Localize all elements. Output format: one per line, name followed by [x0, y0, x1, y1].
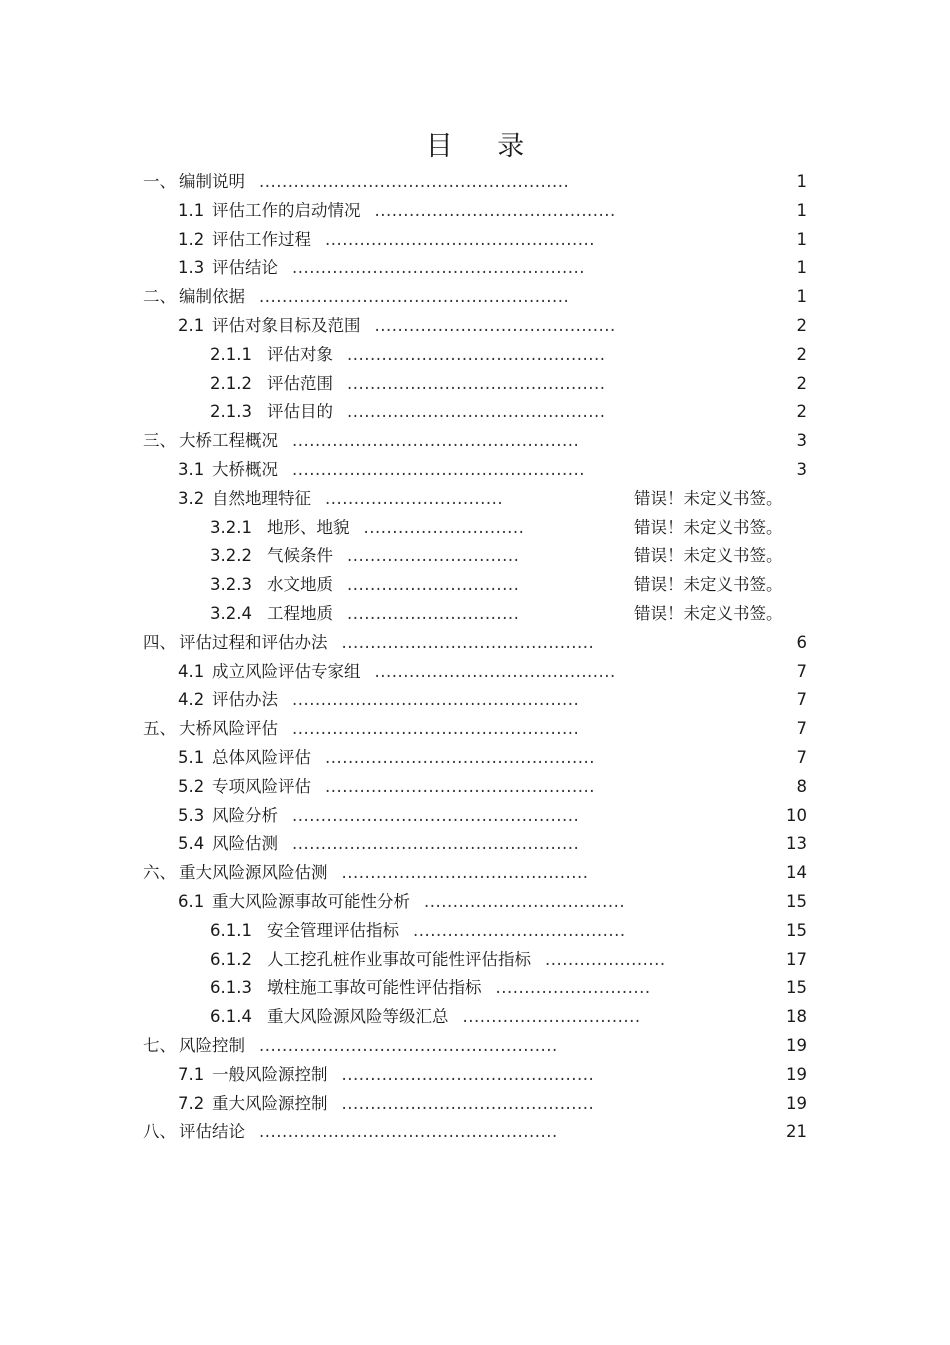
toc-entry-title: 重大风险源控制	[212, 1093, 328, 1113]
toc-entry[interactable]	[0, 658, 950, 687]
toc-entry-leader: .............................................	[347, 402, 606, 422]
toc-entry-title: 编制依据	[179, 287, 245, 307]
toc-entry-number: 六、	[143, 863, 176, 883]
toc-entry-title: 气候条件	[267, 546, 333, 566]
toc-entry-title: 评估工作过程	[212, 229, 311, 249]
toc-entry-title: 评估对象目标及范围	[212, 315, 361, 335]
toc-entry-number: 2.1	[178, 315, 205, 335]
toc-entry-page: 1	[796, 258, 807, 278]
toc-entry-leader: ............................................	[341, 1064, 595, 1084]
toc-entry-title: 评估过程和评估办法	[179, 632, 328, 652]
toc-entry-leader: ............................................	[341, 632, 595, 652]
toc-entry-leader: ...............................................	[325, 776, 596, 796]
toc-entry[interactable]	[0, 398, 950, 427]
toc-entry-title: 总体风险评估	[212, 747, 311, 767]
toc-entry-title: 地形、地貌	[267, 517, 350, 537]
toc-entry-leader: ...........................................	[341, 863, 589, 883]
table-of-contents	[0, 168, 950, 1147]
toc-entry-leader: ...................................................	[292, 258, 585, 278]
toc-entry[interactable]	[0, 1118, 950, 1147]
toc-entry-leader: ............................................	[341, 1093, 595, 1113]
toc-entry-number: 3.2.1	[210, 517, 252, 537]
toc-entry-number: 3.2.4	[210, 603, 252, 623]
toc-entry-number: 五、	[143, 719, 176, 739]
toc-entry-number: 6.1.3	[210, 978, 252, 998]
toc-entry-leader: ...........................	[495, 978, 651, 998]
toc-entry[interactable]	[0, 283, 950, 312]
toc-entry-number: 七、	[143, 1035, 176, 1055]
toc-entry-page: 15	[786, 891, 807, 911]
toc-entry[interactable]	[0, 830, 950, 859]
toc-entry-number: 1.1	[178, 200, 205, 220]
toc-entry-leader: ..................................................	[292, 834, 580, 854]
toc-entry-number: 1.2	[178, 229, 205, 249]
toc-entry-number: 四、	[143, 632, 176, 652]
toc-entry-page: 3	[796, 459, 807, 479]
toc-entry-title: 编制说明	[179, 172, 245, 191]
toc-entry-leader: ..........................................	[374, 315, 616, 335]
toc-entry[interactable]	[0, 312, 950, 341]
page-title: 目 录	[425, 131, 543, 162]
toc-entry-page: 21	[786, 1122, 807, 1142]
toc-entry[interactable]	[0, 1003, 950, 1032]
toc-entry[interactable]	[0, 168, 950, 197]
toc-entry-page: 17	[786, 949, 807, 969]
toc-entry-title: 重大风险源风险等级汇总	[267, 1007, 449, 1027]
toc-entry-leader: ....................................................	[259, 1122, 558, 1142]
toc-entry-number: 5.2	[178, 776, 205, 796]
toc-entry[interactable]	[0, 974, 950, 1003]
toc-entry-leader: ..................................................	[292, 431, 580, 451]
toc-entry[interactable]	[0, 254, 950, 283]
toc-entry[interactable]	[0, 1032, 950, 1061]
toc-entry-leader: ...............................	[325, 488, 504, 508]
toc-entry[interactable]	[0, 571, 950, 600]
toc-entry-number: 2.1.3	[210, 402, 252, 422]
toc-entry[interactable]	[0, 629, 950, 658]
toc-entry[interactable]	[0, 859, 950, 888]
toc-entry-page: 13	[786, 834, 807, 854]
toc-entry-leader: ..............................	[347, 546, 520, 566]
toc-entry[interactable]	[0, 686, 950, 715]
toc-entry-number: 3.2.2	[210, 546, 252, 566]
toc-entry-leader: ...................................................	[292, 459, 585, 479]
toc-entry-number: 3.2.3	[210, 575, 252, 595]
toc-entry-page: 1	[796, 229, 807, 249]
toc-entry-number: 5.3	[178, 805, 205, 825]
toc-entry-title: 风险分析	[212, 805, 278, 825]
toc-entry-title: 风险控制	[179, 1035, 245, 1055]
toc-entry-page: 19	[786, 1093, 807, 1113]
toc-entry-title: 评估结论	[179, 1122, 245, 1142]
toc-entry-number: 三、	[143, 431, 176, 451]
toc-entry-page: 2	[796, 315, 807, 335]
toc-entry-page: 1	[796, 200, 807, 220]
toc-entry-leader: .............................................	[347, 373, 606, 393]
toc-entry-page: 7	[796, 661, 807, 681]
toc-entry-number: 八、	[143, 1122, 176, 1142]
toc-entry-leader: ..............................	[347, 603, 520, 623]
toc-entry-number: 一、	[143, 172, 176, 191]
toc-entry-leader: ......................................................	[259, 287, 570, 307]
toc-entry-number: 6.1.2	[210, 949, 252, 969]
toc-entry[interactable]	[0, 226, 950, 255]
toc-entry-number: 2.1.1	[210, 344, 252, 364]
toc-entry-title: 自然地理特征	[212, 488, 311, 508]
toc-entry-number: 5.4	[178, 834, 205, 854]
toc-entry-title: 评估对象	[267, 344, 333, 364]
toc-entry-leader: .............................................	[347, 344, 606, 364]
toc-entry-number: 7.2	[178, 1093, 205, 1113]
toc-entry-title: 大桥工程概况	[179, 431, 278, 451]
toc-entry[interactable]	[0, 1090, 950, 1119]
toc-entry-leader: ..........................................	[374, 200, 616, 220]
toc-entry-title: 大桥概况	[212, 459, 278, 479]
toc-entry[interactable]	[0, 341, 950, 370]
toc-entry-error: 错误！未定义书签。	[634, 575, 783, 595]
toc-entry-page: 1	[796, 172, 807, 191]
toc-entry-leader: ..........................................	[374, 661, 616, 681]
toc-entry-title: 工程地质	[267, 603, 333, 623]
toc-entry-page: 15	[786, 920, 807, 940]
toc-entry-title: 评估范围	[267, 373, 333, 393]
toc-entry-title: 重大风险源风险估测	[179, 863, 328, 883]
toc-entry[interactable]	[0, 197, 950, 226]
toc-entry-page: 2	[796, 344, 807, 364]
toc-entry-number: 5.1	[178, 747, 205, 767]
toc-entry-page: 19	[786, 1064, 807, 1084]
toc-entry-title: 评估办法	[212, 690, 278, 710]
toc-entry[interactable]	[0, 370, 950, 399]
toc-entry-title: 墩柱施工事故可能性评估指标	[267, 978, 482, 998]
toc-entry-page: 2	[796, 402, 807, 422]
toc-entry-number: 二、	[143, 287, 176, 307]
toc-entry-number: 6.1.1	[210, 920, 252, 940]
toc-entry-page: 7	[796, 690, 807, 710]
toc-entry-page: 6	[796, 632, 807, 652]
toc-entry[interactable]	[0, 802, 950, 831]
toc-entry-leader: ............................	[363, 517, 525, 537]
toc-entry-leader: .....................	[545, 949, 666, 969]
toc-entry-number: 3.1	[178, 459, 205, 479]
toc-entry-error: 错误！未定义书签。	[634, 603, 783, 623]
toc-entry-page: 18	[786, 1007, 807, 1027]
toc-entry[interactable]	[0, 456, 950, 485]
toc-entry-title: 成立风险评估专家组	[212, 661, 361, 681]
toc-entry[interactable]	[0, 1061, 950, 1090]
toc-entry[interactable]	[0, 542, 950, 571]
toc-entry-number: 4.1	[178, 661, 205, 681]
toc-entry-number: 4.2	[178, 690, 205, 710]
toc-entry-leader: ...............................	[462, 1007, 641, 1027]
toc-entry[interactable]	[0, 715, 950, 744]
toc-entry-number: 6.1	[178, 891, 205, 911]
toc-entry-error: 错误！未定义书签。	[634, 517, 783, 537]
toc-entry[interactable]	[0, 946, 950, 975]
toc-entry-page: 19	[786, 1035, 807, 1055]
toc-entry-page: 7	[796, 747, 807, 767]
toc-entry-title: 水文地质	[267, 575, 333, 595]
toc-entry-leader: ...................................	[424, 891, 626, 911]
toc-entry-title: 专项风险评估	[212, 776, 311, 796]
toc-entry-number: 6.1.4	[210, 1007, 252, 1027]
toc-entry-title: 一般风险源控制	[212, 1064, 328, 1084]
toc-entry[interactable]	[0, 744, 950, 773]
toc-entry-leader: ......................................................	[259, 172, 570, 191]
toc-entry[interactable]	[0, 485, 950, 514]
toc-entry-leader: ..............................	[347, 575, 520, 595]
toc-entry-title: 安全管理评估指标	[267, 920, 399, 940]
toc-entry-number: 2.1.2	[210, 373, 252, 393]
toc-entry-page: 14	[786, 863, 807, 883]
toc-entry-number: 3.2	[178, 488, 205, 508]
toc-entry-title: 评估结论	[212, 258, 278, 278]
toc-entry-title: 人工挖孔桩作业事故可能性评估指标	[267, 949, 531, 969]
toc-entry-leader: ....................................................	[259, 1035, 558, 1055]
toc-entry[interactable]	[0, 600, 950, 629]
toc-entry-title: 大桥风险评估	[179, 719, 278, 739]
toc-entry-leader: ..................................................	[292, 719, 580, 739]
toc-entry-leader: ...............................................	[325, 747, 596, 767]
toc-entry-leader: ..................................................	[292, 690, 580, 710]
toc-entry-error: 错误！未定义书签。	[634, 546, 783, 566]
toc-entry-page: 10	[786, 805, 807, 825]
toc-entry-title: 评估工作的启动情况	[212, 200, 361, 220]
toc-entry-page: 3	[796, 431, 807, 451]
toc-entry[interactable]	[0, 917, 950, 946]
toc-entry-number: 7.1	[178, 1064, 205, 1084]
toc-entry-page: 2	[796, 373, 807, 393]
toc-entry[interactable]	[0, 888, 950, 917]
toc-entry-leader: ..................................................	[292, 805, 580, 825]
toc-entry-title: 重大风险源事故可能性分析	[212, 891, 410, 911]
toc-entry-number: 1.3	[178, 258, 205, 278]
toc-entry-leader: ...............................................	[325, 229, 596, 249]
toc-entry-error: 错误！未定义书签。	[634, 488, 783, 508]
toc-entry[interactable]	[0, 514, 950, 543]
toc-entry-leader: .....................................	[413, 920, 626, 940]
toc-entry[interactable]	[0, 773, 950, 802]
toc-entry-title: 评估目的	[267, 402, 333, 422]
toc-entry-page: 1	[796, 287, 807, 307]
toc-entry-page: 8	[796, 776, 807, 796]
toc-entry-title: 风险估测	[212, 834, 278, 854]
toc-entry[interactable]	[0, 427, 950, 456]
toc-entry-page: 15	[786, 978, 807, 998]
toc-entry-page: 7	[796, 719, 807, 739]
